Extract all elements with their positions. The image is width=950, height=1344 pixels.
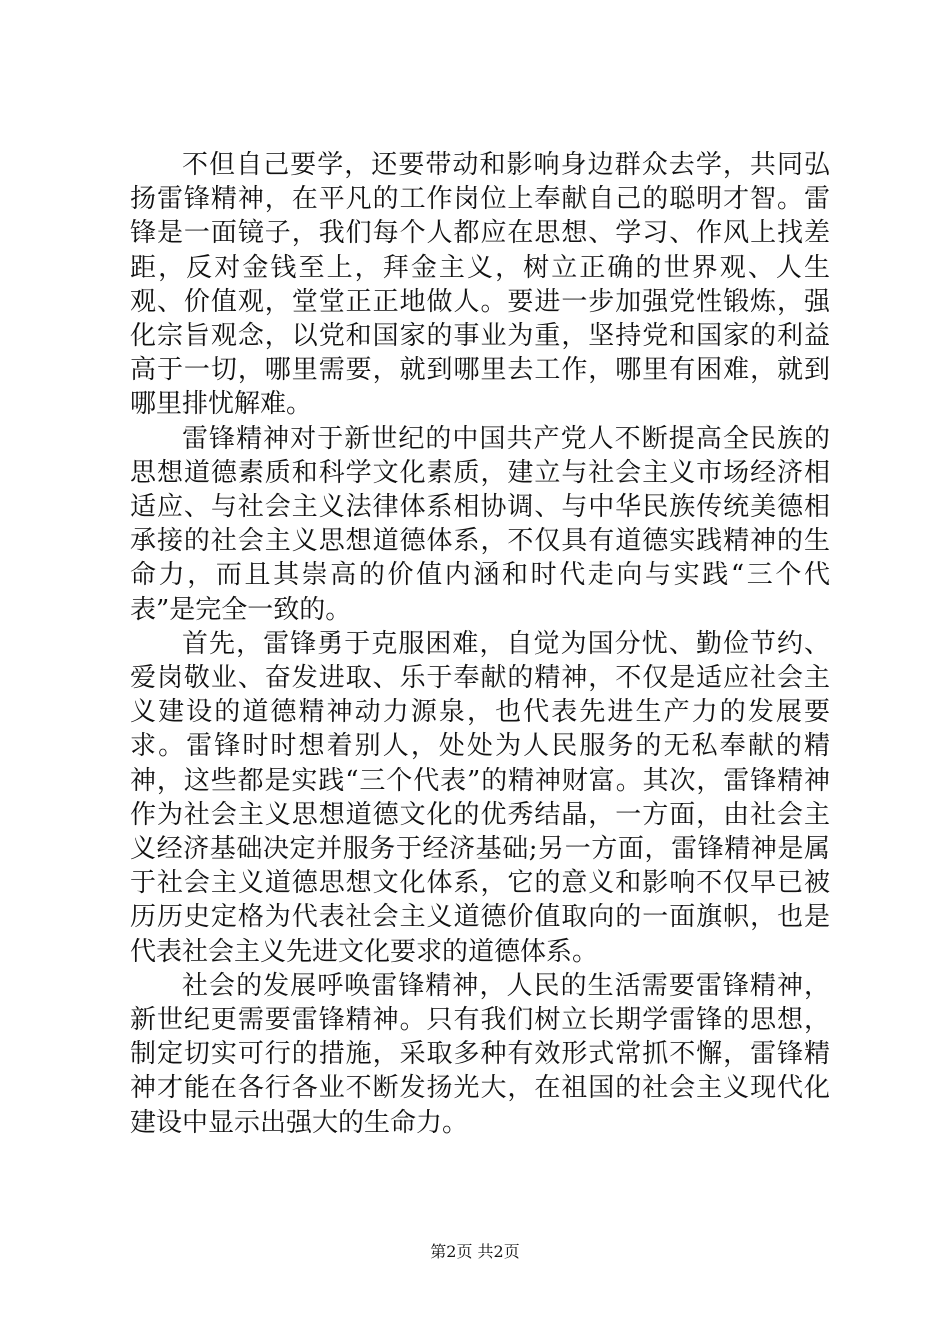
paragraph-4: 社会的发展呼唤雷锋精神，人民的生活需要雷锋精神，新世纪更需要雷锋精神。只有我们树立长期学雷锋的思想，制定切实可行的措施，采取多种有效形式常抓不懈，雷锋精神才能在各行各业不断发扬光大，在祖国的社会主义现代化建设中显示出强大的生命力。 — [130, 970, 830, 1138]
page-footer: 第2页 共2页 — [430, 1242, 520, 1261]
document-body — [130, 148, 830, 1140]
paragraph-2: 雷锋精神对于新世纪的中国共产党人不断提高全民族的思想道德素质和科学文化素质，建立与社会主义市场经济相适应、与社会主义法律体系相协调、与中华民族传统美德相承接的社会主义思想道德体系，不仅具有道德实践精神的生命力，而且其崇高的价值内涵和时代走向与实践“三个代表”是完全一致的。 — [130, 423, 830, 625]
paragraph-1: 不但自己要学，还要带动和影响身边群众去学，共同弘扬雷锋精神，在平凡的工作岗位上奉献自己的聪明才智。雷锋是一面镜子，我们每个人都应在思想、学习、作风上找差距，反对金钱至上，拜金主义，树立正确的世界观、人生观、价值观，堂堂正正地做人。要进一步加强党性锻炼，强化宗旨观念，以党和国家的事业为重，坚持党和国家的利益高于一切，哪里需要，就到哪里去工作，哪里有困难，就到哪里排忧解难。 — [130, 150, 830, 420]
paragraph-3: 首先，雷锋勇于克服困难，自觉为国分忧、勤俭节约、爱岗敬业、奋发进取、乐于奉献的精神，不仅是适应社会主义建设的道德精神动力源泉，也代表先进生产力的发展要求。雷锋时时想着别人，处处为人民服务的无私奉献的精神，这些都是实践“三个代表”的精神财富。其次，雷锋精神作为社会主义思想道德文化的优秀结晶，一方面，由社会主义经济基础决定并服务于经济基础;另一方面，雷锋精神是属于社会主义道德思想文化体系，它的意义和影响不仅早已被历历史定格为代表社会主义道德价值取向的一面旗帜，也是代表社会主义先进文化要求的道德体系。 — [130, 628, 830, 967]
